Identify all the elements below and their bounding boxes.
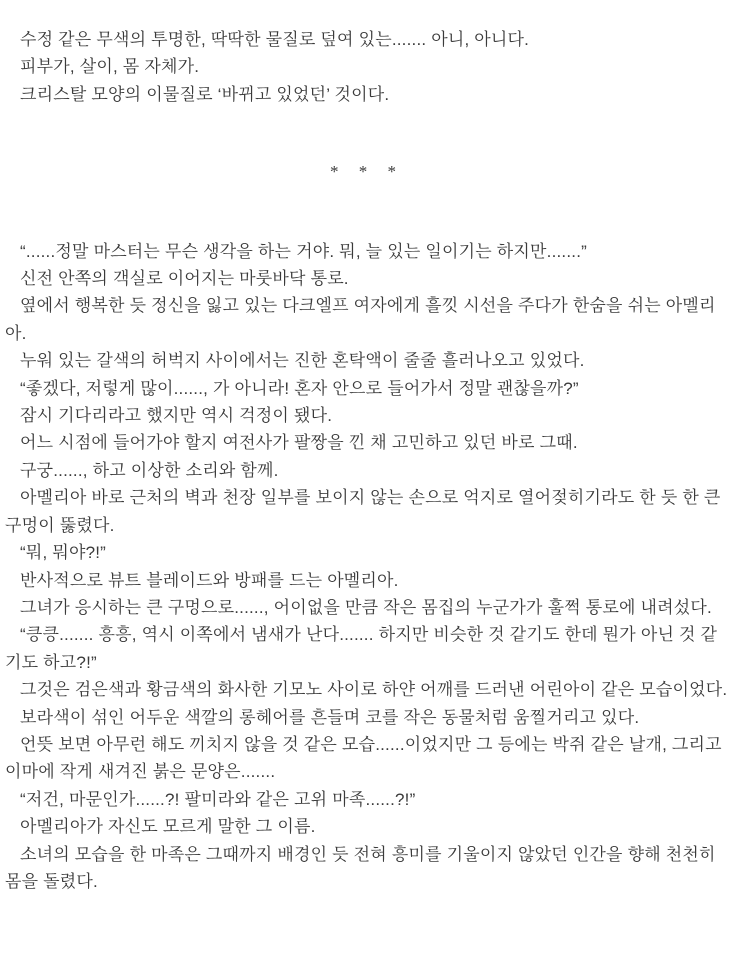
paragraph: 그녀가 응시하는 큰 구멍으로......, 어이없을 만큼 작은 몸집의 누군가가 훌쩍 통로에 내려섰다. [20,597,712,617]
paragraph: 수정 같은 무색의 투명한, 딱딱한 물질로 덮여 있는....... 아니, 아니다. [20,30,530,49]
paragraph: 누워 있는 갈색의 허벅지 사이에서는 진한 혼탁액이 줄줄 흘러나오고 있었다. [20,351,585,371]
paragraph: 그것은 검은색과 황금색의 화사한 기모노 사이로 하얀 어깨를 드러낸 어린아이 같은 모습이었다. [20,680,728,700]
dialogue-paragraph: “좋겠다, 저렇게 많이......, 가 아니라! 혼자 안으로 들어가서 정말 괜찮을까?” [20,378,579,398]
paragraph: 반사적으로 뷰트 블레이드와 방패를 드는 아멜리아. [20,570,399,590]
dialogue-paragraph: “......정말 마스터는 무슨 생각을 하는 거야. 뭐, 늘 있는 일이기는 하지만.......” [20,241,587,261]
dialogue-paragraph: “저건, 마문인가......?! 팔미라와 같은 고위 마족......?!” [20,789,416,809]
paragraph: 잠시 기다리라고 했지만 역시 걱정이 됐다. [20,406,333,426]
paragraph: 피부가, 살이, 몸 자체가. [20,57,200,77]
paragraph: 언뜻 보면 아무런 해도 끼치지 않을 것 같은 모습......이었지만 그 등에는 박쥐 같은 날개, 그리고 이마에 작게 새겨진 붉은 문양은....... [5,734,722,782]
paragraph: 옆에서 행복한 듯 정신을 잃고 있는 다크엘프 여자에게 흘낏 시선을 주다가 한숨을 쉬는 아멜리아. [5,296,716,343]
paragraph: 아멜리아가 자신도 모르게 말한 그 이름. [20,817,316,837]
paragraph: 어느 시점에 들어가야 할지 여전사가 팔짱을 낀 채 고민하고 있던 바로 그때. [20,433,578,453]
scene-divider: * * * [330,162,404,182]
paragraph: 크리스탈 모양의 이물질로 ‘바뀌고 있었던’ 것이다. [20,84,390,104]
paragraph: 신전 안쪽의 객실로 이어지는 마룻바닥 통로. [20,269,349,289]
paragraph: 구궁......, 하고 이상한 소리와 함께. [20,460,279,480]
paragraph: 보라색이 섞인 어두운 색깔의 롱헤어를 흔들며 코를 작은 동물처럼 움찔거리고 있다. [20,707,640,727]
dialogue-paragraph: “킁킁....... 흥흥, 역시 이쪽에서 냄새가 난다....... 하지만 비슷한 것 같기도 한데 뭔가 아닌 것 같기도 하고?!” [5,625,718,672]
dialogue-paragraph: “뭐, 뭐야?!” [20,543,107,563]
paragraph: 소녀의 모습을 한 마족은 그때까지 배경인 듯 전혀 흥미를 기울이지 않았던 인간을 향해 천천히 몸을 돌렸다. [5,844,716,891]
paragraph: 아멜리아 바로 근처의 벽과 천장 일부를 보이지 않는 손으로 억지로 열어젖히기라도 한 듯 한 큰 구멍이 뚫렸다. [5,488,721,535]
